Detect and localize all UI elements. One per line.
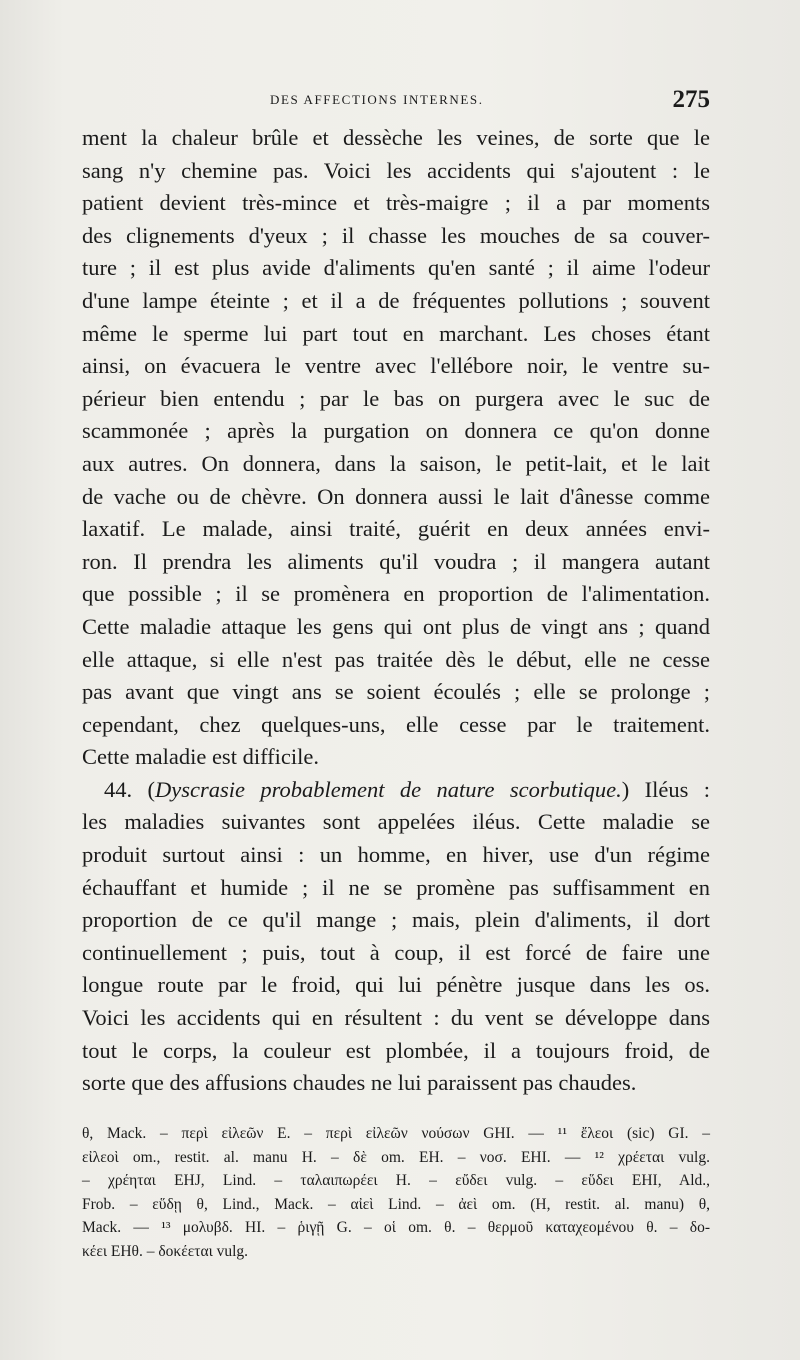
text-line: elle attaque, si elle n'est pas traitée dès le début, elle ne cesse [82,646,710,672]
text-line: tout le corps, la couleur est plombée, il a toujours froid, de [82,1037,710,1063]
body-text [82,122,710,1100]
text-line: même le sperme lui part tout en marchant. Les choses étant [82,320,710,346]
text-line: ainsi, on évacuera le ventre avec l'ellébore noir, le ventre su- [82,353,710,379]
text-line: scammonée ; après la purgation on donnera ce qu'on donne [82,418,710,444]
section-heading: Dyscrasie probablement de nature scorbutique. [155,776,622,802]
text-line: ture ; il est plus avide d'aliments qu'en santé ; il aime l'odeur [82,255,710,281]
text-line: ment la chaleur brûle et dessèche les veines, de sorte que le [82,125,710,150]
text-line: Iléus : [644,776,710,802]
footnote-line: – χρέηται EHJ, Lind. – ταλαιπωρέει H. – εὔδει vulg. – εὕδει EHI, Ald., [82,1172,710,1189]
text-line: patient devient très-mince et très-maigre ; il a par moments [82,190,710,216]
text-line: longue route par le froid, qui lui pénètre jusque dans les os. [82,972,710,998]
text-line: que possible ; il se promènera en proportion de l'alimentation. [82,581,710,607]
text-line: Voici les accidents qui en résultent : du vent se développe dans [82,1005,710,1031]
text-line: des clignements d'yeux ; il chasse les mouches de sa couver- [82,222,710,248]
text-line: ron. Il prendra les aliments qu'il voudra ; il mangera autant [82,548,710,574]
text-line: proportion de ce qu'il mange ; mais, plein d'aliments, il dort [82,907,710,933]
text-line: pas avant que vingt ans se soient écoulés ; elle se prolonge ; [82,679,710,705]
footnotes [82,1122,710,1263]
section-number: 44. [104,776,133,802]
footnote-line: εἰλεοὶ om., restit. al. manu H. – δὲ om. EH. – νοσ. EHI. — ¹² χρέεται vulg. [82,1148,710,1166]
footnote-line: θ, Mack. – περὶ εἰλεῶν E. – περὶ εἰλεῶν νούσων GHI. — ¹¹ ἔλεοι (sic) GI. – [82,1125,710,1142]
text-line: sorte que des affusions chaudes ne lui paraissent pas chaudes. [82,1070,637,1096]
text-line: sang n'y chemine pas. Voici les accidents qui s'ajoutent : le [82,157,710,183]
text-line: Cette maladie attaque les gens qui ont plus de vingt ans ; quand [82,613,710,639]
footnote-line: κέει EHθ. – δοκέεται vulg. [82,1242,249,1260]
text-line: Cette maladie est difficile. [82,744,319,770]
text-line: les maladies suivantes sont appelées iléus. Cette maladie se [82,809,710,835]
page-number: 275 [672,86,710,113]
text-line: échauffant et humide ; il ne se promène pas suffisamment en [82,874,710,900]
footnote-line: Frob. – εὕδῃ θ, Lind., Mack. – αἰεὶ Lind. – ἀεὶ om. (H, restit. al. manu) θ, [82,1195,710,1213]
text-line: d'une lampe éteinte ; et il a de fréquentes pollutions ; souvent [82,287,710,313]
text-line: de vache ou de chèvre. On donnera aussi le lait d'ânesse comme [82,483,710,509]
footnote-line: Mack. — ¹³ μολυβδ. HI. – ῥιγῇ G. – οἱ om. θ. – θερμοῦ καταχεομένου θ. – δο- [82,1219,710,1236]
text-line: aux autres. On donnera, dans la saison, le petit-lait, et le lait [82,450,710,476]
running-title: DES AFFECTIONS INTERNES. [270,92,484,107]
text-line: périeur bien entendu ; par le bas on purgera avec le suc de [82,385,710,411]
text-line: continuellement ; puis, tout à coup, il est forcé de faire une [82,939,710,965]
running-head [82,86,710,116]
section-heading-line: 44. (Dyscrasie probablement de nature scorbutique.) Iléus : [104,776,710,802]
text-line: cependant, chez quelques-uns, elle cesse par le traitement. [82,711,710,737]
text-line: laxatif. Le malade, ainsi traité, guérit en deux années envi- [82,516,710,542]
text-line: produit surtout ainsi : un homme, en hiver, use d'un régime [82,842,710,868]
